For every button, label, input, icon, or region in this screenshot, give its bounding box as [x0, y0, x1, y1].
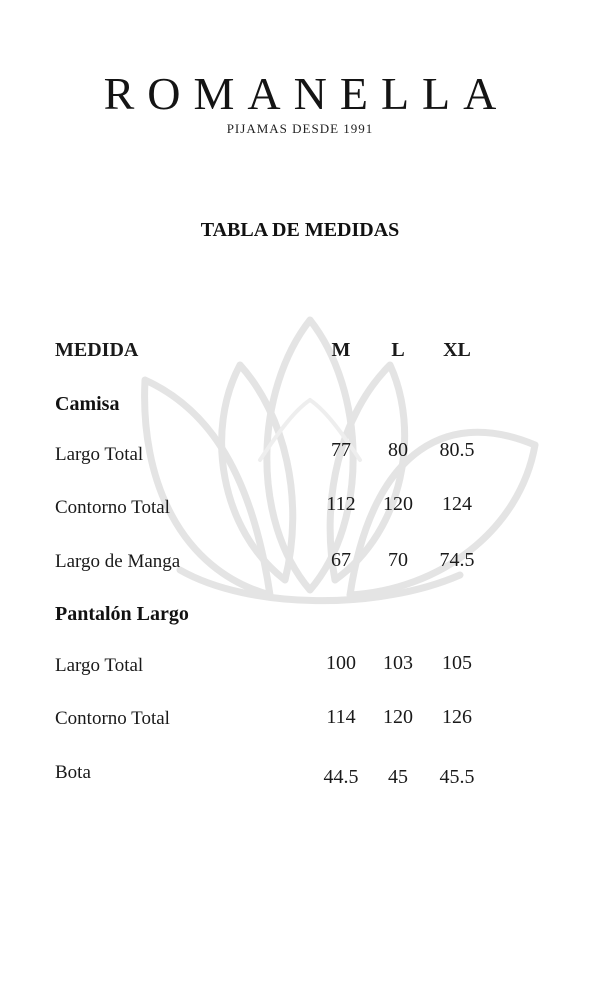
section-title: Pantalón Largo	[55, 603, 189, 625]
value-l: 120	[383, 493, 413, 515]
value-m: 44.5	[323, 766, 359, 788]
value-l: 120	[383, 706, 413, 728]
value-xl: 126	[442, 706, 472, 728]
value-m: 67	[331, 549, 351, 571]
section-heading-camisa	[0, 389, 600, 419]
table-row	[0, 493, 600, 523]
header-size-l: L	[391, 339, 405, 361]
row-label: Largo Total	[55, 655, 144, 676]
value-m: 114	[326, 706, 356, 728]
value-xl: 45.5	[439, 766, 475, 788]
table-header-row	[0, 335, 600, 365]
table-row	[0, 758, 600, 788]
header-medida: MEDIDA	[55, 339, 139, 361]
table-row	[0, 704, 600, 734]
value-xl: 124	[442, 493, 472, 515]
row-label: Largo de Manga	[55, 551, 181, 572]
value-l: 70	[388, 549, 408, 571]
value-xl: 74.5	[439, 549, 475, 571]
value-xl: 80.5	[439, 439, 475, 461]
brand-logo: ROMANELLA	[103, 68, 510, 119]
header-size-m: M	[331, 339, 351, 361]
header-size-xl: XL	[443, 339, 471, 361]
row-label: Bota	[55, 762, 91, 783]
value-m: 112	[326, 493, 356, 515]
value-m: 100	[326, 652, 356, 674]
table-row	[0, 547, 600, 577]
row-label: Contorno Total	[55, 497, 170, 518]
value-m: 77	[331, 439, 351, 461]
page-title: TABLA DE MEDIDAS	[200, 219, 400, 241]
section-heading-pantalon-largo	[0, 599, 600, 629]
brand-tagline: PIJAMAS DESDE 1991	[226, 121, 374, 136]
value-l: 80	[388, 439, 408, 461]
table-row	[0, 440, 600, 470]
row-label: Contorno Total	[55, 708, 170, 729]
value-xl: 105	[442, 652, 472, 674]
value-l: 45	[388, 766, 408, 788]
row-label: Largo Total	[55, 444, 144, 465]
value-l: 103	[383, 652, 413, 674]
section-title: Camisa	[55, 393, 120, 415]
table-row	[0, 651, 600, 681]
